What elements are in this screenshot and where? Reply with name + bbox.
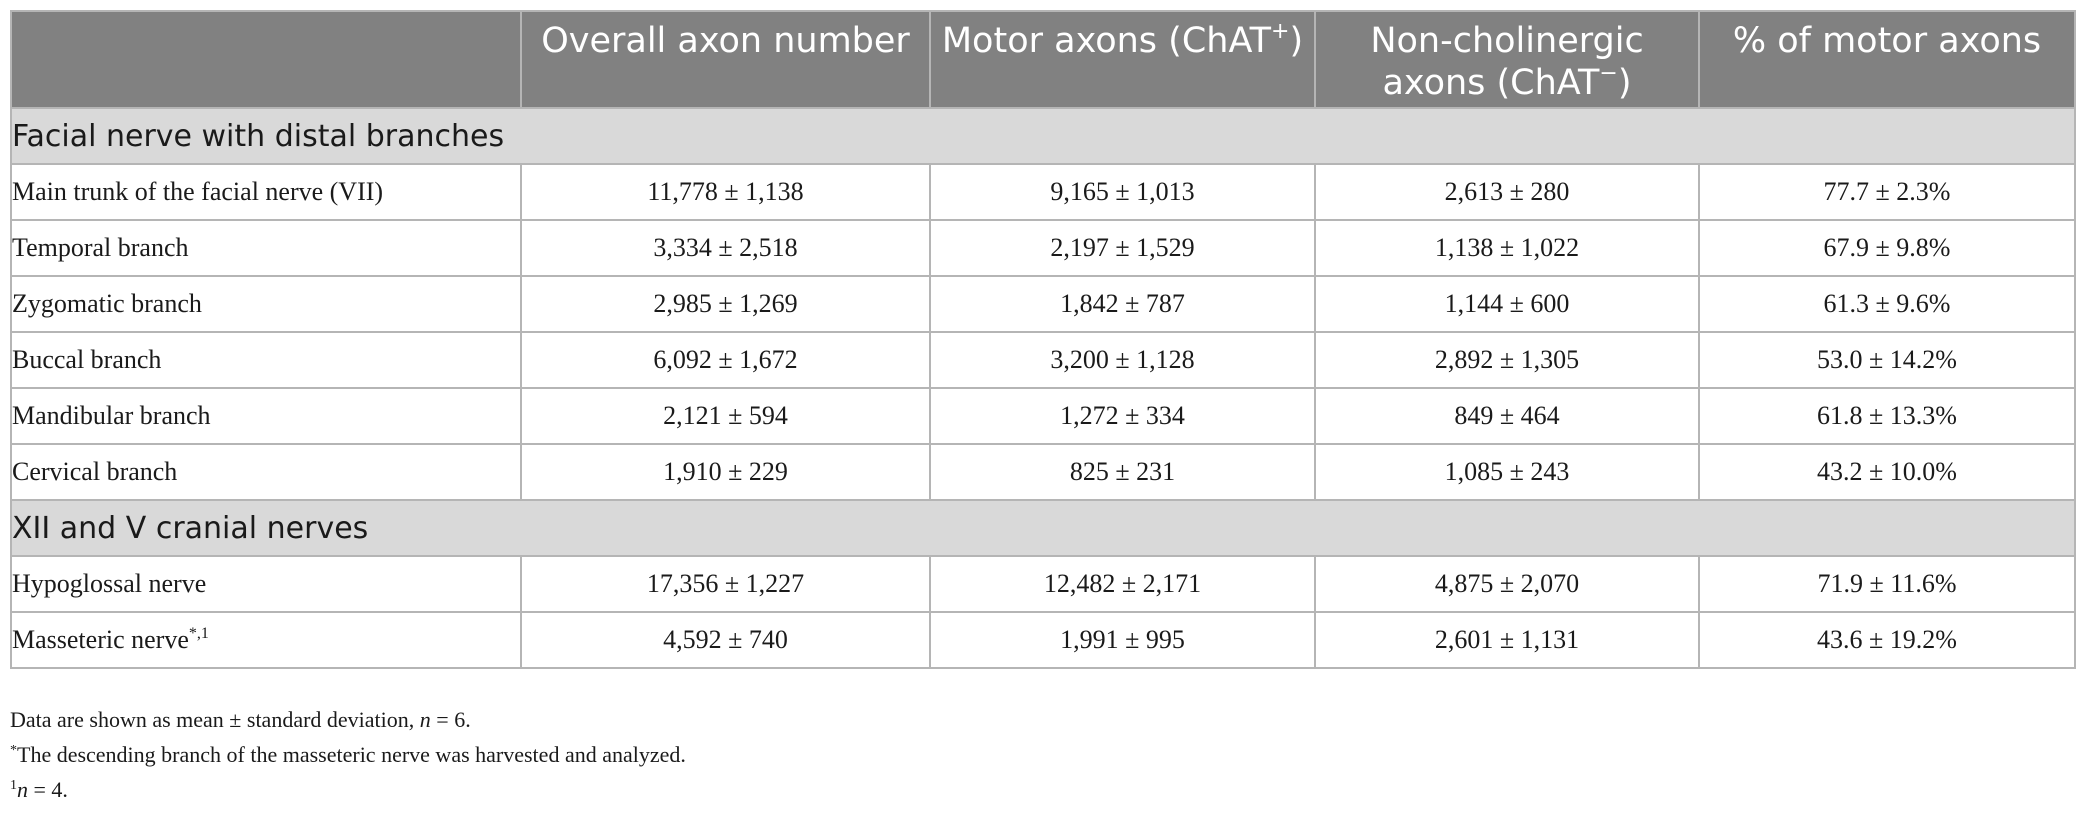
footnote-data-description: Data are shown as mean ± standard deviation, n = 6. [10,707,471,732]
section-title: Facial nerve with distal branches [11,108,2075,164]
overall-cell: 17,356 ± 1,227 [521,556,930,612]
footnote-marker: *,1 [188,625,209,642]
noncholinergic-cell: 1,144 ± 600 [1315,276,1699,332]
table-row [11,164,2075,220]
percent-cell: 43.6 ± 19.2% [1699,612,2075,668]
section-row [11,500,2075,556]
axon-count-table [10,10,2076,669]
percent-cell: 61.3 ± 9.6% [1699,276,2075,332]
row-label: Buccal branch [11,332,521,388]
motor-cell: 1,842 ± 787 [930,276,1315,332]
motor-cell: 1,991 ± 995 [930,612,1315,668]
noncholinergic-cell: 2,892 ± 1,305 [1315,332,1699,388]
row-label [11,612,521,668]
row-label: Zygomatic branch [11,276,521,332]
percent-cell: 53.0 ± 14.2% [1699,332,2075,388]
section-row [11,108,2075,164]
table-row [11,276,2075,332]
motor-cell: 825 ± 231 [930,444,1315,500]
overall-cell: 6,092 ± 1,672 [521,332,930,388]
table-row [11,556,2075,612]
row-label: Main trunk of the facial nerve (VII) [11,164,521,220]
noncholinergic-cell: 849 ± 464 [1315,388,1699,444]
overall-cell: 4,592 ± 740 [521,612,930,668]
noncholinergic-cell: 2,601 ± 1,131 [1315,612,1699,668]
percent-cell: 77.7 ± 2.3% [1699,164,2075,220]
overall-cell: 1,910 ± 229 [521,444,930,500]
footnote-sample-size: $^1$n = 4. [10,777,68,802]
table-row [11,444,2075,500]
overall-cell: 2,121 ± 594 [521,388,930,444]
motor-cell: 9,165 ± 1,013 [930,164,1315,220]
header-row-label-cell [11,11,521,108]
section-title: XII and V cranial nerves [11,500,2075,556]
header-percent-motor-axons: % of motor axons [1699,11,2075,108]
row-label: Hypoglossal nerve [11,556,521,612]
motor-cell: 12,482 ± 2,171 [930,556,1315,612]
table-row [11,220,2075,276]
noncholinergic-cell: 4,875 ± 2,070 [1315,556,1699,612]
row-label: Mandibular branch [11,388,521,444]
table-row [11,388,2075,444]
header-overall-axon-number: Overall axon number [521,11,930,108]
overall-cell: 11,778 ± 1,138 [521,164,930,220]
header-motor-axons: Motor axons (ChAT+) [930,11,1315,108]
table-row [11,332,2075,388]
row-label: Temporal branch [11,220,521,276]
noncholinergic-cell: 1,085 ± 243 [1315,444,1699,500]
noncholinergic-cell: 2,613 ± 280 [1315,164,1699,220]
percent-cell: 67.9 ± 9.8% [1699,220,2075,276]
overall-cell: 3,334 ± 2,518 [521,220,930,276]
percent-cell: 71.9 ± 11.6% [1699,556,2075,612]
noncholinergic-cell: 1,138 ± 1,022 [1315,220,1699,276]
percent-cell: 61.8 ± 13.3% [1699,388,2075,444]
overall-cell: 2,985 ± 1,269 [521,276,930,332]
row-label: Cervical branch [11,444,521,500]
motor-cell: 2,197 ± 1,529 [930,220,1315,276]
motor-cell: 1,272 ± 334 [930,388,1315,444]
motor-cell: 3,200 ± 1,128 [930,332,1315,388]
table-row [11,612,2075,668]
header-non-cholinergic-axons: Non-cholinergic axons (ChAT−) [1315,11,1699,108]
table-footnotes [10,702,686,807]
table-header-row [11,11,2075,108]
footnote-masseteric: *The descending branch of the masseteric nerve was harvested and analyzed. [10,742,686,767]
row-label-text: Masseteric nerve [12,625,189,654]
percent-cell: 43.2 ± 10.0% [1699,444,2075,500]
